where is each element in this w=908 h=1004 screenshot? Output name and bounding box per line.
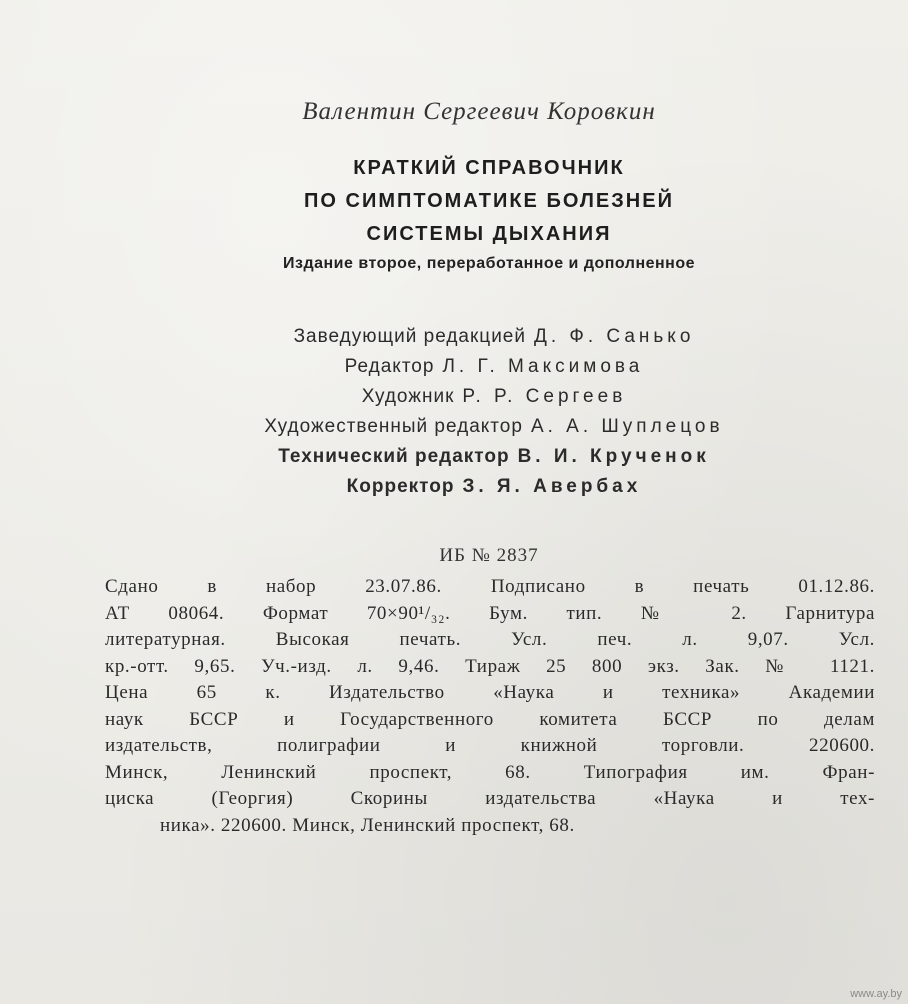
title-line: ПО СИМПТОМАТИКЕ БОЛЕЗНЕЙ [304,190,674,212]
colophon [105,574,875,839]
credit-name: Д. Ф. Санько [533,326,695,347]
credit-role: Художественный редактор [264,416,523,437]
colophon-line: кр.-отт. 9,65. Уч.-изд. л. 9,46. Тираж 25 800 экз. Зак. № 1121. [105,655,875,677]
credit-row [80,382,908,412]
staff-credits [0,322,908,502]
ib-number: ИБ № 2837 [439,545,539,566]
title-line: КРАТКИЙ СПРАВОЧНИК [353,157,625,179]
author-name: Валентин Сергеевич Коровкин [302,98,656,125]
credit-role: Корректор [346,476,455,497]
credit-name: В. И. Крученок [517,446,710,467]
credit-name: Л. Г. Максимова [442,356,644,377]
colophon-line: Сдано в набор 23.07.86. Подписано в печать 01.12.86. [105,576,875,597]
credit-role: Заведующий редакцией [293,326,526,347]
credit-name: А. А. Шуплецов [530,416,724,437]
colophon-line: издательств, полиграфии и книжной торговли. 220600. [105,735,875,756]
credit-role: Технический редактор [278,446,510,467]
title-line: СИСТЕМЫ ДЫХАНИЯ [366,223,612,245]
edition-note: Издание второе, переработанное и дополненное [282,255,696,272]
credit-row [80,442,908,472]
site-watermark: www.ay.by [850,988,902,1000]
colophon-line: Минск, Ленинский проспект, 68. Типография им. Фран- [105,761,875,783]
credit-name: Р. Р. Сергеев [462,386,627,407]
colophon-line: АТ 08064. Формат 70×90¹/₃₂. Бум. тип. № 2. Гарнитура [105,602,875,624]
credit-row [80,412,908,442]
colophon-line: Цена 65 к. Издательство «Наука и техника» Академии [105,682,875,703]
credit-role: Редактор [344,356,435,377]
colophon-line: циска (Георгия) Скорины издательства «Наука и тех- [105,788,875,809]
book-title [0,152,908,251]
credit-row [80,322,908,352]
colophon-line: наук БССР и Государственного комитета БССР по делам [105,708,875,730]
credit-row [80,352,908,382]
credit-role: Художник [361,386,455,407]
colophon-line: ника». 220600. Минск, Ленинский проспект, 68. [160,814,575,836]
credit-row [80,472,908,502]
colophon-line: литературная. Высокая печать. Усл. печ. л. 9,07. Усл. [105,629,875,650]
credit-name: З. Я. Авербах [462,476,642,497]
